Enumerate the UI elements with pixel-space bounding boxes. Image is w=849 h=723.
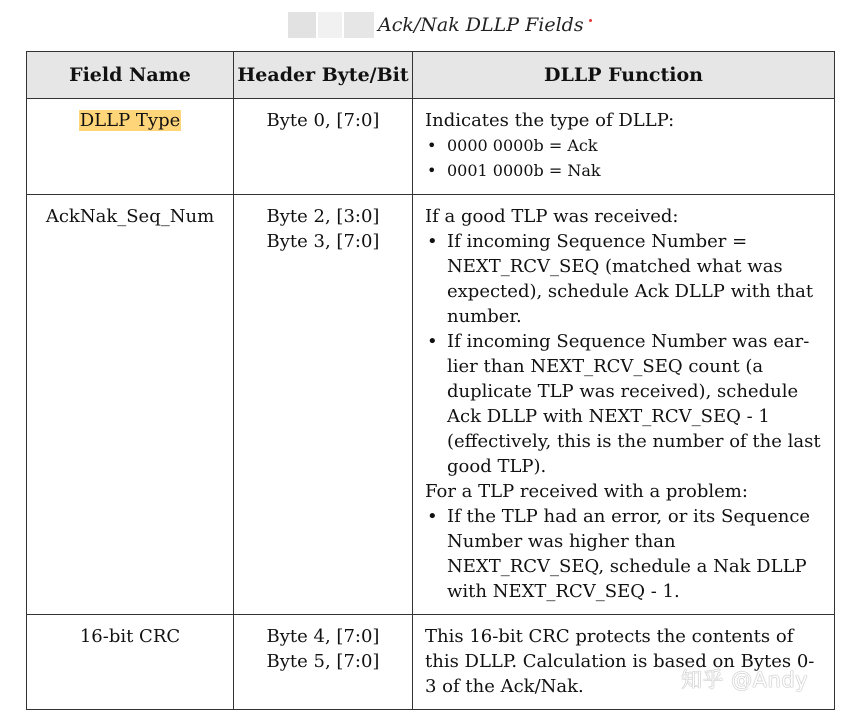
function-bullet-list	[425, 229, 824, 479]
table-row	[27, 615, 835, 710]
byte-bit-line: Byte 5, [7:0]	[266, 651, 380, 672]
table-row	[27, 195, 835, 615]
byte-bit-cell	[234, 615, 413, 710]
caption-redaction-block	[288, 12, 316, 38]
watermark: 知乎 @Andy	[681, 668, 809, 692]
byte-bit-cell	[234, 99, 413, 195]
byte-bit-cell	[234, 195, 413, 615]
field-name: 16-bit CRC	[79, 626, 181, 647]
header-field-name: Field Name	[27, 52, 234, 99]
function-cell	[413, 615, 835, 710]
list-item: • 0000 0000b = Ack	[425, 133, 824, 158]
table-row	[27, 99, 835, 195]
function-cell	[413, 99, 835, 195]
byte-bit-line: Byte 2, [3:0]	[266, 206, 380, 227]
list-item: • 0001 0000b = Nak	[425, 158, 824, 183]
list-item: • If the TLP had an error, or its Sequence Number was higher than NEXT_RCV_SEQ, schedule a Nak DLLP with NEXT_RCV_SEQ - 1.	[425, 504, 824, 604]
byte-bit-line: Byte 4, [7:0]	[266, 626, 380, 647]
field-name-cell	[27, 195, 234, 615]
header-dllp-function: DLLP Function	[413, 52, 835, 99]
field-name-cell	[27, 99, 234, 195]
field-name-cell	[27, 615, 234, 710]
table-header-row	[27, 52, 835, 99]
dllp-fields-table	[26, 51, 835, 710]
function-bullet-list	[425, 504, 824, 604]
byte-bit-line: Byte 0, [7:0]	[266, 110, 380, 131]
field-name-highlighted: DLLP Type	[79, 110, 181, 131]
function-intro: For a TLP received with a problem:	[425, 481, 748, 502]
list-item: • If incoming Sequence Number = NEXT_RCV_SEQ (matched what was expected), schedule Ack DLLP with that number.	[425, 229, 824, 329]
caption-mark	[589, 19, 592, 22]
table-caption: Ack/Nak DLLP Fields	[378, 14, 584, 36]
header-byte-bit: Header Byte/Bit	[234, 52, 413, 99]
table-caption-area	[0, 10, 849, 42]
function-intro: If a good TLP was received:	[425, 206, 679, 227]
caption-redaction-block	[318, 12, 342, 38]
field-name: AckNak_Seq_Num	[45, 206, 215, 227]
list-item: • If incoming Sequence Number was ear-lier than NEXT_RCV_SEQ count (a duplicate TLP was received), schedule Ack DLLP with NEXT_RCV_SEQ - 1 (effectively, this is the number of the last good TLP).	[425, 329, 824, 479]
function-cell	[413, 195, 835, 615]
function-bullet-list	[425, 133, 824, 183]
function-text: This 16-bit CRC protects the contents of this DLLP. Calculation is based on Bytes 0-3 of the Ack/Nak.	[425, 626, 815, 697]
byte-bit-line: Byte 3, [7:0]	[266, 231, 380, 252]
caption-redaction-block	[344, 12, 374, 38]
function-intro: Indicates the type of DLLP:	[425, 110, 675, 131]
